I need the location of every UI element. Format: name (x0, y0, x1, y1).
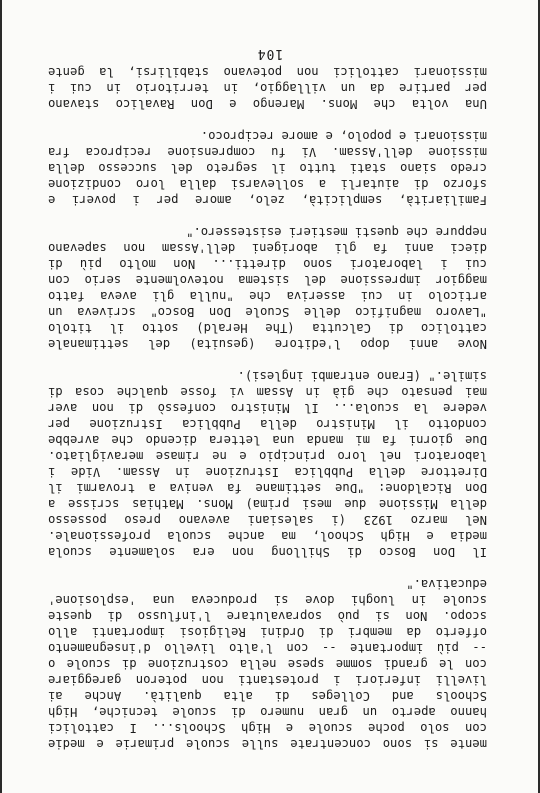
text-line: credo siano stati tutto il segreto del successo della (48, 161, 487, 175)
body-text (48, 64, 487, 752)
text-line: media e High School, ma anche scuola professionale. (48, 529, 487, 543)
text-line: Una volta che Mons. Marengo e Don Ravalico stavano (48, 97, 487, 111)
text-line: educativa." (406, 577, 487, 591)
paragraph-5 (48, 64, 487, 112)
paragraph-4 (48, 128, 487, 208)
text-line: condotto il Ministro della Pubblica Istruzione per (48, 417, 487, 431)
text-line: missionari cattolici non potevano stabilirsi, la gente (48, 65, 487, 79)
text-line: mente si sono concentrate sulle scuole primarie e medie (48, 737, 487, 751)
text-line: dieci anni fa gli aborigeni dell'Assam non sapevano (48, 241, 487, 255)
text-line: Direttore della Pubblica Istruzione in Assam. Vide i (48, 465, 487, 479)
text-line: laboratori nel loro principio e ne rimase meravigliato. (48, 449, 487, 463)
text-line: della Missione due mesi prima) Mons. Mathias scrisse a (48, 497, 487, 511)
paragraph-2 (48, 368, 487, 560)
paragraph-3 (48, 224, 487, 352)
text-line: con solo poche scuole e High Schools... I cattolici (48, 721, 487, 735)
text-line: Nel marzo 1923 (i salesiani avevano preso possesso (48, 513, 487, 527)
text-line: -- più importante -- con l'alto livello d'insegnamento (48, 641, 487, 655)
text-line: simile." (Erano entrambi inglesi). (237, 369, 487, 383)
text-line: hanno aperto un gran numero di scuole tecniche, High (48, 705, 487, 719)
paragraph-1 (48, 576, 487, 752)
text-line: articolo in cui asseriva che "nulla gli aveva fatto (48, 289, 487, 303)
text-line: "Lavoro magnifico delle Scuole Don Bosco" scriveva un (48, 305, 487, 319)
text-line: scuole in luoghi dove si produceva una 'esplosione' (48, 593, 487, 607)
text-line: scopo. Non si può sopravalutare l'influsso di queste (48, 609, 487, 623)
page-number: 104 (256, 46, 284, 61)
text-line: Il Don Bosco di Shillong non era solamente scuola (48, 545, 487, 559)
text-line: Nove anni dopo l'editore (gesuita) del settimanale (48, 337, 487, 351)
text-line: sforzo di aiutarli a sollevarsi dalla loro condizione (48, 177, 487, 191)
text-line: livelli inferiori i protestanti non poteron gareggiare (48, 673, 487, 687)
text-line: Due giorni fa mi manda una lettera dicendo che avrebbe (48, 433, 487, 447)
text-line: neppure che questi mestieri esistessero." (186, 225, 487, 239)
text-line: con le grandi somme spese nella costruzione di scuole o (48, 657, 487, 671)
text-line: per partire da un villaggio, in territorio in cui i (48, 81, 487, 95)
text-line: vedere la scuola... Il Ministro confessò di non aver (48, 401, 487, 415)
text-line: offerto da membri di Ordini Religiosi importanti allo (48, 625, 487, 639)
text-line: Don Ricaldone: "Due settimane fa veniva a trovarmi il (48, 481, 487, 495)
text-line: cattolico di Calcutta (The Herald) sotto il titolo (48, 321, 487, 335)
text-line: cui i laboratori sono diretti... Non molto più di (48, 257, 487, 271)
text-line: Schools and Colleges di alta qualità. Anche ai (48, 689, 487, 703)
text-line: missione dell'Assam. Vi fu comprensione reciproca fra (48, 145, 487, 159)
text-line: Familiarità, semplicità, zelo, amore per i poveri e (48, 193, 487, 207)
text-line: mai pensato che già in Assam vi fosse qualche cosa di (48, 385, 487, 399)
scan-border-right (0, 0, 2, 793)
text-line: missionari e popolo, e amore reciproco. (200, 129, 487, 143)
text-line: maggior impressione del sistema notevolmente serio con (48, 273, 487, 287)
